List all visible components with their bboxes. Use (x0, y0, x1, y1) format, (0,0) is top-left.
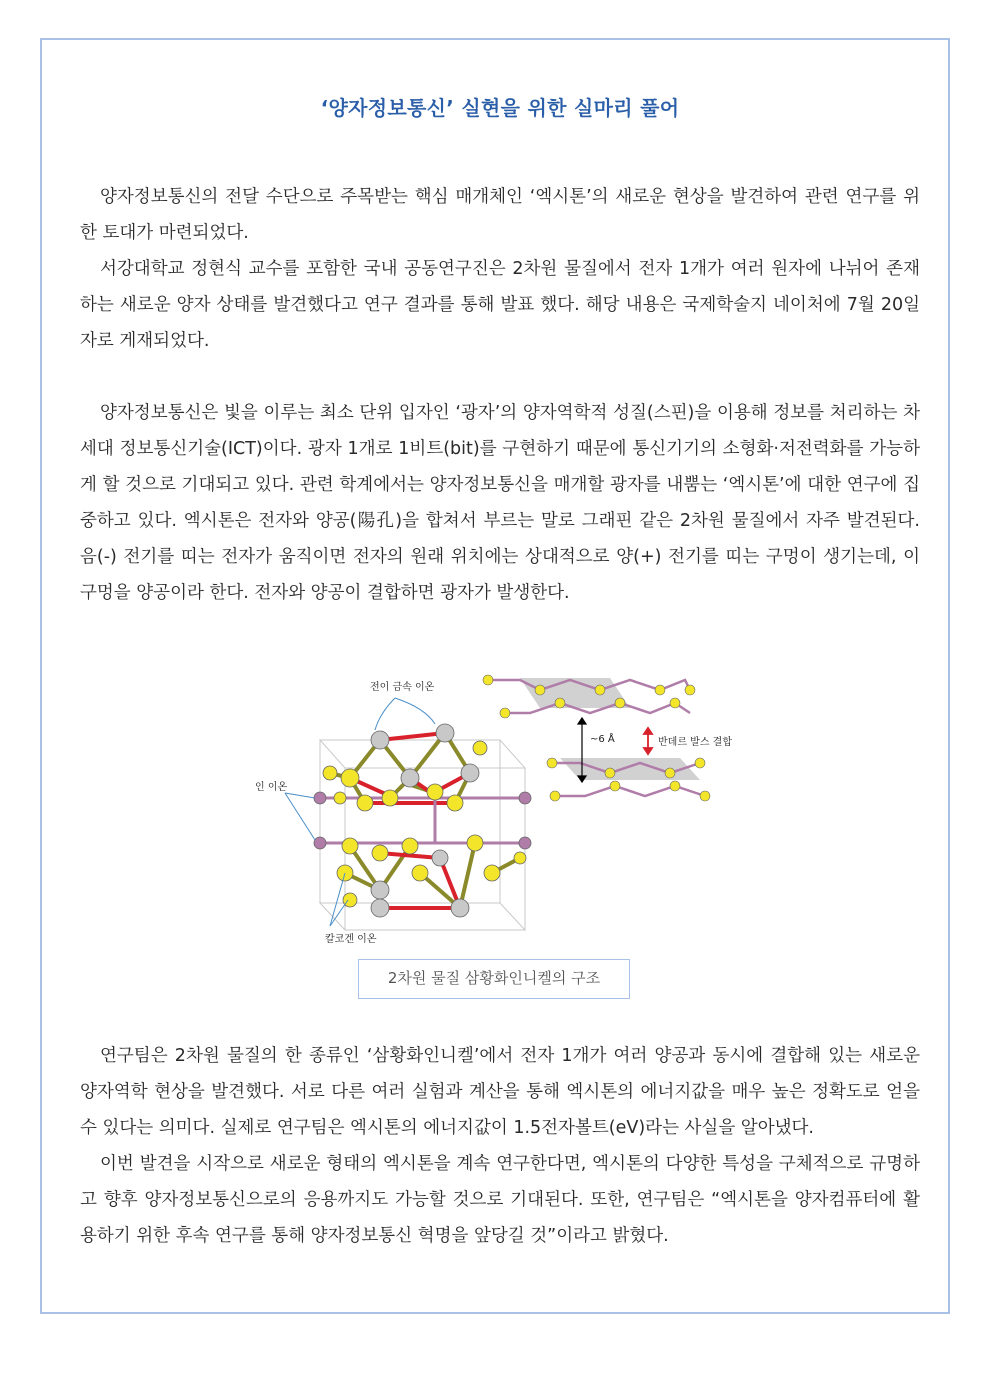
label-transition-metal-ion: 전이 금속 이온 (370, 682, 435, 693)
paragraph: 연구팀은 2차원 물질의 한 종류인 ‘삼황화인니켈’에서 전자 1개가 여러 양공과 동시에 결합해 있는 새로운 양자역학 현상을 발견했다. 서로 다른 여러 실험과 계산을 통해 엑시톤의 에너지값을 매우 높은 정확도로 얻을 수 있다는 의미다. 실제로 연구팀은 엑시톤의 에너지값이 1.5전자볼트(eV)라는 사실을 알아냈다. (80, 1046, 920, 1138)
intro-section (80, 179, 920, 359)
background-section (80, 395, 920, 611)
crystal-structure-diagram (230, 668, 750, 950)
figure-caption: 2차원 물질 삼황화인니켈의 구조 (358, 959, 630, 999)
article-title: ‘양자정보통신’ 실현을 위한 실마리 풀어 (320, 96, 680, 120)
layer-side-view (483, 675, 732, 801)
paragraph: 서강대학교 정현식 교수를 포함한 국내 공동연구진은 2차원 물질에서 전자 1개가 여러 원자에 나뉘어 존재하는 새로운 양자 상태를 발견했다고 연구 결과를 통해 발표 했다. 해당 내용은 국제학술지 네이처에 7월 20일자로 게재되었다. (80, 259, 920, 351)
findings-section (80, 1038, 920, 1254)
label-layer-distance: ~6 Å (590, 734, 615, 745)
label-van-der-waals: 반데르 발스 결합 (658, 737, 732, 748)
paragraph: 양자정보통신의 전달 수단으로 주목받는 핵심 매개체인 ‘엑시톤’의 새로운 현상을 발견하여 관련 연구를 위한 토대가 마련되었다. (80, 187, 920, 243)
paragraph: 이번 발견을 시작으로 새로운 형태의 엑시톤을 계속 연구한다면, 엑시톤의 다양한 특성을 구체적으로 규명하고 향후 양자정보통신으로의 응용까지도 가능할 것으로 기대된다. 또한, 연구팀은 “엑시톤을 양자컴퓨터에 활용하기 위한 후속 연구를 통해 양자정보통신 혁명을 앞당길 것”이라고 밝혔다. (80, 1154, 920, 1246)
paragraph: 양자정보통신은 빛을 이루는 최소 단위 입자인 ‘광자’의 양자역학적 성질(스핀)을 이용해 정보를 처리하는 차세대 정보통신기술(ICT)이다. 광자 1개로 1비트(bit)를 구현하기 때문에 통신기기의 소형화·저전력화를 가능하게 할 것으로 기대되고 있다. 관련 학계에서는 양자정보통신을 매개할 광자를 내뿜는 ‘엑시톤’에 대한 연구에 집중하고 있다. 엑시톤은 전자와 양공(陽孔)을 합쳐서 부르는 말로 그래핀 같은 2차원 물질에서 자주 발견된다. 음(-) 전기를 띠는 전자가 움직이면 전자의 원래 위치에는 상대적으로 양(+) 전기를 띠는 구멍이 생기는데, 이 구멍을 양공이라 한다. 전자와 양공이 결합하면 광자가 발생한다. (80, 403, 920, 603)
label-chalcogen-ion: 칼코겐 이온 (325, 934, 377, 945)
structure-figure (230, 668, 750, 950)
label-phosphorus-ion: 인 이온 (255, 782, 288, 793)
